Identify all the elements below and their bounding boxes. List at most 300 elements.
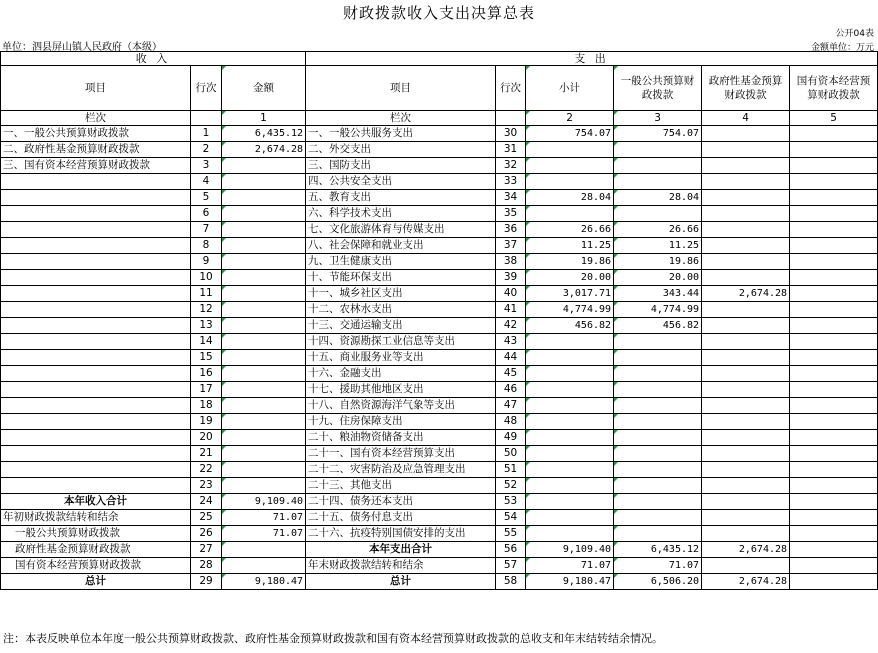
general-budget-cell[interactable] <box>614 510 702 526</box>
footnote: 注：本表反映单位本年度一般公共预算财政拨款、政府性基金预算财政拨款和国有资本经营预算财政拨款的总收支和年末结转结余情况。 <box>3 632 663 645</box>
expense-rowno-cell[interactable]: 42 <box>496 318 526 334</box>
subtotal-cell[interactable]: 71.07 <box>526 558 614 574</box>
gov-fund-cell[interactable] <box>702 318 790 334</box>
general-budget-cell[interactable]: 71.07 <box>614 558 702 574</box>
income-item-cell[interactable] <box>1 398 191 414</box>
income-item-cell[interactable] <box>1 286 191 302</box>
cell[interactable] <box>496 111 526 126</box>
subtotal-cell[interactable] <box>526 158 614 174</box>
expense-rowno-cell[interactable]: 38 <box>496 254 526 270</box>
income-amount-cell[interactable]: 71.07 <box>222 526 306 542</box>
income-rowno-cell[interactable]: 16 <box>191 366 222 382</box>
gov-fund-cell[interactable] <box>702 414 790 430</box>
general-budget-cell[interactable] <box>614 158 702 174</box>
gov-fund-cell[interactable] <box>702 238 790 254</box>
general-budget-cell[interactable] <box>614 398 702 414</box>
state-capital-cell[interactable] <box>790 446 878 462</box>
gov-fund-cell[interactable] <box>702 366 790 382</box>
subtotal-cell[interactable]: 28.04 <box>526 190 614 206</box>
income-amount-cell[interactable] <box>222 206 306 222</box>
income-header[interactable]: 收 入 <box>1 52 306 66</box>
general-budget-cell[interactable] <box>614 526 702 542</box>
expense-item-cell[interactable]: 二十五、债务付息支出 <box>306 510 496 526</box>
subtotal-cell[interactable]: 754.07 <box>526 126 614 142</box>
income-rowno-cell[interactable]: 4 <box>191 174 222 190</box>
expense-rowno-cell[interactable]: 54 <box>496 510 526 526</box>
expense-rowno-cell[interactable]: 31 <box>496 142 526 158</box>
expense-item-cell[interactable]: 年末财政拨款结转和结余 <box>306 558 496 574</box>
gov-fund-cell[interactable] <box>702 478 790 494</box>
expense-item-cell[interactable]: 十九、住房保障支出 <box>306 414 496 430</box>
expense-rowno-cell[interactable]: 46 <box>496 382 526 398</box>
subtotal-cell[interactable] <box>526 478 614 494</box>
general-budget-cell[interactable]: 343.44 <box>614 286 702 302</box>
gov-fund-cell[interactable] <box>702 142 790 158</box>
state-capital-cell[interactable] <box>790 366 878 382</box>
income-rowno-cell[interactable]: 18 <box>191 398 222 414</box>
expense-rowno-cell[interactable]: 48 <box>496 414 526 430</box>
income-rowno-cell[interactable]: 20 <box>191 430 222 446</box>
expense-rowno-header[interactable]: 行次 <box>496 66 526 111</box>
income-item-cell[interactable]: 年初财政拨款结转和结余 <box>1 510 191 526</box>
col-label-right[interactable]: 栏次 <box>306 111 496 126</box>
subtotal-cell[interactable]: 26.66 <box>526 222 614 238</box>
expense-rowno-cell[interactable]: 43 <box>496 334 526 350</box>
expense-rowno-cell[interactable]: 55 <box>496 526 526 542</box>
expense-item-cell[interactable]: 六、科学技术支出 <box>306 206 496 222</box>
income-amount-cell[interactable]: 71.07 <box>222 510 306 526</box>
state-capital-cell[interactable] <box>790 398 878 414</box>
subtotal-cell[interactable] <box>526 382 614 398</box>
expense-header[interactable]: 支 出 <box>306 52 878 66</box>
state-capital-cell[interactable] <box>790 174 878 190</box>
expense-rowno-cell[interactable]: 51 <box>496 462 526 478</box>
gov-fund-cell[interactable]: 2,674.28 <box>702 574 790 590</box>
state-capital-cell[interactable] <box>790 350 878 366</box>
gov-fund-cell[interactable] <box>702 254 790 270</box>
expense-item-cell[interactable]: 八、社会保障和就业支出 <box>306 238 496 254</box>
gov-fund-cell[interactable]: 2,674.28 <box>702 542 790 558</box>
income-rowno-cell[interactable]: 6 <box>191 206 222 222</box>
expense-item-cell[interactable]: 十六、金融支出 <box>306 366 496 382</box>
expense-item-cell[interactable]: 十五、商业服务业等支出 <box>306 350 496 366</box>
expense-rowno-cell[interactable]: 33 <box>496 174 526 190</box>
income-item-cell[interactable]: 总计 <box>1 574 191 590</box>
gov-fund-cell[interactable] <box>702 494 790 510</box>
income-rowno-cell[interactable]: 26 <box>191 526 222 542</box>
income-item-cell[interactable] <box>1 350 191 366</box>
subtotal-cell[interactable] <box>526 334 614 350</box>
gov-fund-header[interactable]: 政府性基金预算财政拨款 <box>702 66 790 111</box>
expense-item-cell[interactable]: 二十二、灾害防治及应急管理支出 <box>306 462 496 478</box>
subtotal-cell[interactable]: 9,180.47 <box>526 574 614 590</box>
expense-item-cell[interactable]: 二十、粮油物资储备支出 <box>306 430 496 446</box>
income-item-cell[interactable] <box>1 462 191 478</box>
income-amount-cell[interactable] <box>222 270 306 286</box>
gov-fund-cell[interactable] <box>702 158 790 174</box>
subtotal-cell[interactable]: 19.86 <box>526 254 614 270</box>
subtotal-cell[interactable]: 456.82 <box>526 318 614 334</box>
state-capital-cell[interactable] <box>790 574 878 590</box>
table-row <box>1 542 878 558</box>
income-amount-cell[interactable]: 9,180.47 <box>222 574 306 590</box>
income-item-cell[interactable]: 一、一般公共预算财政拨款 <box>1 126 191 142</box>
expense-item-cell[interactable]: 二十六、抗疫特别国债安排的支出 <box>306 526 496 542</box>
table-row <box>1 142 878 158</box>
table-row <box>1 222 878 238</box>
state-capital-cell[interactable] <box>790 126 878 142</box>
income-item-cell[interactable] <box>1 238 191 254</box>
income-amount-cell[interactable] <box>222 414 306 430</box>
general-budget-cell[interactable]: 20.00 <box>614 270 702 286</box>
general-budget-cell[interactable]: 26.66 <box>614 222 702 238</box>
state-capital-cell[interactable] <box>790 478 878 494</box>
expense-item-cell[interactable]: 十、节能环保支出 <box>306 270 496 286</box>
income-rowno-cell[interactable]: 7 <box>191 222 222 238</box>
general-budget-cell[interactable]: 6,435.12 <box>614 542 702 558</box>
expense-rowno-cell[interactable]: 52 <box>496 478 526 494</box>
general-budget-cell[interactable]: 28.04 <box>614 190 702 206</box>
income-amount-cell[interactable]: 9,109.40 <box>222 494 306 510</box>
state-capital-cell[interactable] <box>790 382 878 398</box>
subtotal-cell[interactable] <box>526 446 614 462</box>
income-rowno-cell[interactable]: 11 <box>191 286 222 302</box>
expense-item-cell[interactable]: 十三、交通运输支出 <box>306 318 496 334</box>
expense-rowno-cell[interactable]: 35 <box>496 206 526 222</box>
income-rowno-cell[interactable]: 9 <box>191 254 222 270</box>
state-capital-cell[interactable] <box>790 206 878 222</box>
income-rowno-cell[interactable]: 13 <box>191 318 222 334</box>
gov-fund-cell[interactable] <box>702 126 790 142</box>
col-index-5[interactable]: 5 <box>790 111 878 126</box>
income-amount-cell[interactable] <box>222 350 306 366</box>
state-capital-cell[interactable] <box>790 222 878 238</box>
income-item-cell[interactable] <box>1 382 191 398</box>
table-row <box>1 398 878 414</box>
subtotal-header[interactable]: 小计 <box>526 66 614 111</box>
income-rowno-cell[interactable]: 27 <box>191 542 222 558</box>
income-item-cell[interactable] <box>1 174 191 190</box>
expense-item-cell[interactable]: 五、教育支出 <box>306 190 496 206</box>
expense-item-cell[interactable]: 二十四、债务还本支出 <box>306 494 496 510</box>
table-row <box>1 334 878 350</box>
general-budget-cell[interactable] <box>614 142 702 158</box>
income-rowno-cell[interactable]: 28 <box>191 558 222 574</box>
income-rowno-cell[interactable]: 14 <box>191 334 222 350</box>
finance-table <box>0 51 878 590</box>
income-rowno-cell[interactable]: 2 <box>191 142 222 158</box>
col-label-left[interactable]: 栏次 <box>1 111 191 126</box>
expense-item-header[interactable]: 项目 <box>306 66 496 111</box>
table-row <box>1 286 878 302</box>
income-amount-cell[interactable] <box>222 190 306 206</box>
income-amount-cell[interactable]: 2,674.28 <box>222 142 306 158</box>
expense-item-cell[interactable]: 一、一般公共服务支出 <box>306 126 496 142</box>
income-amount-cell[interactable] <box>222 558 306 574</box>
income-item-cell[interactable] <box>1 318 191 334</box>
general-budget-cell[interactable] <box>614 462 702 478</box>
col-index-4[interactable]: 4 <box>702 111 790 126</box>
expense-item-cell[interactable]: 十四、资源勘探工业信息等支出 <box>306 334 496 350</box>
income-item-cell[interactable] <box>1 254 191 270</box>
income-amount-cell[interactable] <box>222 286 306 302</box>
table-row <box>1 254 878 270</box>
col-index-1[interactable]: 1 <box>222 111 306 126</box>
income-rowno-cell[interactable]: 10 <box>191 270 222 286</box>
state-capital-cell[interactable] <box>790 334 878 350</box>
general-budget-cell[interactable] <box>614 446 702 462</box>
table-row <box>1 446 878 462</box>
gov-fund-cell[interactable] <box>702 190 790 206</box>
state-capital-cell[interactable] <box>790 558 878 574</box>
income-rowno-cell[interactable]: 8 <box>191 238 222 254</box>
subtotal-cell[interactable] <box>526 206 614 222</box>
income-amount-cell[interactable] <box>222 446 306 462</box>
expense-rowno-cell[interactable]: 40 <box>496 286 526 302</box>
income-item-cell[interactable]: 三、国有资本经营预算财政拨款 <box>1 158 191 174</box>
income-item-cell[interactable]: 一般公共预算财政拨款 <box>1 526 191 542</box>
general-budget-cell[interactable] <box>614 494 702 510</box>
general-budget-cell[interactable] <box>614 206 702 222</box>
general-budget-cell[interactable] <box>614 414 702 430</box>
state-capital-cell[interactable] <box>790 238 878 254</box>
expense-rowno-cell[interactable]: 30 <box>496 126 526 142</box>
income-amount-cell[interactable] <box>222 222 306 238</box>
income-amount-cell[interactable] <box>222 462 306 478</box>
gov-fund-cell[interactable] <box>702 510 790 526</box>
income-item-cell[interactable] <box>1 222 191 238</box>
gov-fund-cell[interactable] <box>702 334 790 350</box>
income-rowno-cell[interactable]: 1 <box>191 126 222 142</box>
income-rowno-cell[interactable]: 22 <box>191 462 222 478</box>
gov-fund-cell[interactable] <box>702 398 790 414</box>
income-item-cell[interactable] <box>1 206 191 222</box>
table-row <box>1 238 878 254</box>
income-item-cell[interactable]: 二、政府性基金预算财政拨款 <box>1 142 191 158</box>
subtotal-cell[interactable] <box>526 510 614 526</box>
state-capital-cell[interactable] <box>790 542 878 558</box>
subtotal-cell[interactable]: 4,774.99 <box>526 302 614 318</box>
income-amount-cell[interactable] <box>222 174 306 190</box>
subtotal-cell[interactable] <box>526 398 614 414</box>
expense-item-cell[interactable]: 四、公共安全支出 <box>306 174 496 190</box>
general-budget-cell[interactable]: 456.82 <box>614 318 702 334</box>
expense-item-cell[interactable]: 十七、援助其他地区支出 <box>306 382 496 398</box>
income-rowno-cell[interactable]: 19 <box>191 414 222 430</box>
income-item-cell[interactable]: 国有资本经营预算财政拨款 <box>1 558 191 574</box>
general-budget-cell[interactable] <box>614 478 702 494</box>
income-amount-cell[interactable] <box>222 238 306 254</box>
table-row <box>1 494 878 510</box>
table-row <box>1 158 878 174</box>
table-row <box>1 414 878 430</box>
col-index-3[interactable]: 3 <box>614 111 702 126</box>
gov-fund-cell[interactable] <box>702 270 790 286</box>
income-amount-cell[interactable] <box>222 318 306 334</box>
income-item-cell[interactable] <box>1 414 191 430</box>
general-budget-cell[interactable] <box>614 382 702 398</box>
table-row <box>1 302 878 318</box>
col-index-2[interactable]: 2 <box>526 111 614 126</box>
gov-fund-cell[interactable] <box>702 222 790 238</box>
income-amount-cell[interactable] <box>222 158 306 174</box>
expense-rowno-cell[interactable]: 36 <box>496 222 526 238</box>
expense-item-cell[interactable]: 二十三、其他支出 <box>306 478 496 494</box>
gov-fund-cell[interactable] <box>702 526 790 542</box>
income-rowno-cell[interactable]: 23 <box>191 478 222 494</box>
income-amount-cell[interactable] <box>222 302 306 318</box>
gov-fund-cell[interactable]: 2,674.28 <box>702 286 790 302</box>
state-capital-cell[interactable] <box>790 302 878 318</box>
expense-item-cell[interactable]: 十八、自然资源海洋气象等支出 <box>306 398 496 414</box>
income-amount-cell[interactable] <box>222 398 306 414</box>
gov-fund-cell[interactable] <box>702 174 790 190</box>
expense-item-cell[interactable]: 十二、农林水支出 <box>306 302 496 318</box>
expense-rowno-cell[interactable]: 56 <box>496 542 526 558</box>
table-row <box>1 270 878 286</box>
gov-fund-cell[interactable] <box>702 206 790 222</box>
income-item-cell[interactable] <box>1 366 191 382</box>
subtotal-cell[interactable]: 20.00 <box>526 270 614 286</box>
expense-rowno-cell[interactable]: 44 <box>496 350 526 366</box>
income-item-cell[interactable]: 政府性基金预算财政拨款 <box>1 542 191 558</box>
state-capital-header[interactable]: 国有资本经营预算财政拨款 <box>790 66 878 111</box>
expense-rowno-cell[interactable]: 39 <box>496 270 526 286</box>
income-rowno-cell[interactable]: 21 <box>191 446 222 462</box>
income-rowno-cell[interactable]: 25 <box>191 510 222 526</box>
state-capital-cell[interactable] <box>790 270 878 286</box>
subtotal-cell[interactable] <box>526 430 614 446</box>
gov-fund-cell[interactable] <box>702 558 790 574</box>
state-capital-cell[interactable] <box>790 462 878 478</box>
expense-rowno-cell[interactable]: 32 <box>496 158 526 174</box>
general-budget-cell[interactable]: 754.07 <box>614 126 702 142</box>
subtotal-cell[interactable]: 9,109.40 <box>526 542 614 558</box>
expense-rowno-cell[interactable]: 57 <box>496 558 526 574</box>
expense-rowno-cell[interactable]: 45 <box>496 366 526 382</box>
subtotal-cell[interactable]: 3,017.71 <box>526 286 614 302</box>
general-budget-cell[interactable] <box>614 430 702 446</box>
income-item-cell[interactable] <box>1 334 191 350</box>
general-budget-cell[interactable]: 4,774.99 <box>614 302 702 318</box>
general-budget-cell[interactable] <box>614 366 702 382</box>
state-capital-cell[interactable] <box>790 318 878 334</box>
general-budget-cell[interactable] <box>614 350 702 366</box>
subtotal-cell[interactable] <box>526 350 614 366</box>
general-budget-cell[interactable]: 6,506.20 <box>614 574 702 590</box>
expense-rowno-cell[interactable]: 41 <box>496 302 526 318</box>
income-item-cell[interactable] <box>1 446 191 462</box>
subtotal-cell[interactable] <box>526 494 614 510</box>
gov-fund-cell[interactable] <box>702 382 790 398</box>
amount-header[interactable]: 金额 <box>222 66 306 111</box>
state-capital-cell[interactable] <box>790 142 878 158</box>
gov-fund-cell[interactable] <box>702 302 790 318</box>
income-amount-cell[interactable]: 6,435.12 <box>222 126 306 142</box>
subtotal-cell[interactable] <box>526 526 614 542</box>
state-capital-cell[interactable] <box>790 158 878 174</box>
income-amount-cell[interactable] <box>222 478 306 494</box>
general-budget-cell[interactable] <box>614 174 702 190</box>
state-capital-cell[interactable] <box>790 510 878 526</box>
income-amount-cell[interactable] <box>222 382 306 398</box>
table-row <box>1 366 878 382</box>
expense-item-cell[interactable]: 二十一、国有资本经营预算支出 <box>306 446 496 462</box>
general-budget-cell[interactable]: 19.86 <box>614 254 702 270</box>
income-item-cell[interactable]: 本年收入合计 <box>1 494 191 510</box>
general-budget-cell[interactable] <box>614 334 702 350</box>
expense-item-cell[interactable]: 十一、城乡社区支出 <box>306 286 496 302</box>
general-budget-header[interactable]: 一般公共预算财政拨款 <box>614 66 702 111</box>
income-amount-cell[interactable] <box>222 254 306 270</box>
income-item-header[interactable]: 项目 <box>1 66 191 111</box>
income-item-cell[interactable] <box>1 430 191 446</box>
income-item-cell[interactable] <box>1 302 191 318</box>
expense-item-cell[interactable]: 九、卫生健康支出 <box>306 254 496 270</box>
expense-item-cell[interactable]: 本年支出合计 <box>306 542 496 558</box>
income-amount-cell[interactable] <box>222 366 306 382</box>
expense-rowno-cell[interactable]: 49 <box>496 430 526 446</box>
income-amount-cell[interactable] <box>222 430 306 446</box>
table-row <box>1 174 878 190</box>
income-item-cell[interactable] <box>1 270 191 286</box>
expense-item-cell[interactable]: 三、国防支出 <box>306 158 496 174</box>
state-capital-cell[interactable] <box>790 254 878 270</box>
expense-item-cell[interactable]: 二、外交支出 <box>306 142 496 158</box>
table-row <box>1 430 878 446</box>
income-rowno-cell[interactable]: 5 <box>191 190 222 206</box>
expense-rowno-cell[interactable]: 47 <box>496 398 526 414</box>
income-rowno-cell[interactable]: 24 <box>191 494 222 510</box>
state-capital-cell[interactable] <box>790 494 878 510</box>
income-amount-cell[interactable] <box>222 542 306 558</box>
subtotal-cell[interactable] <box>526 462 614 478</box>
income-rowno-cell[interactable]: 3 <box>191 158 222 174</box>
state-capital-cell[interactable] <box>790 286 878 302</box>
state-capital-cell[interactable] <box>790 190 878 206</box>
gov-fund-cell[interactable] <box>702 462 790 478</box>
expense-rowno-cell[interactable]: 50 <box>496 446 526 462</box>
income-amount-cell[interactable] <box>222 334 306 350</box>
expense-item-cell[interactable]: 总计 <box>306 574 496 590</box>
income-rowno-cell[interactable]: 29 <box>191 574 222 590</box>
income-item-cell[interactable] <box>1 478 191 494</box>
gov-fund-cell[interactable] <box>702 446 790 462</box>
income-rowno-header[interactable]: 行次 <box>191 66 222 111</box>
state-capital-cell[interactable] <box>790 430 878 446</box>
state-capital-cell[interactable] <box>790 414 878 430</box>
income-rowno-cell[interactable]: 17 <box>191 382 222 398</box>
expense-rowno-cell[interactable]: 53 <box>496 494 526 510</box>
expense-item-cell[interactable]: 七、文化旅游体育与传媒支出 <box>306 222 496 238</box>
expense-rowno-cell[interactable]: 37 <box>496 238 526 254</box>
gov-fund-cell[interactable] <box>702 350 790 366</box>
cell[interactable] <box>191 111 222 126</box>
subtotal-cell[interactable] <box>526 414 614 430</box>
subtotal-cell[interactable] <box>526 366 614 382</box>
expense-rowno-cell[interactable]: 34 <box>496 190 526 206</box>
general-budget-cell[interactable]: 11.25 <box>614 238 702 254</box>
income-rowno-cell[interactable]: 15 <box>191 350 222 366</box>
subtotal-cell[interactable] <box>526 174 614 190</box>
gov-fund-cell[interactable] <box>702 430 790 446</box>
income-item-cell[interactable] <box>1 190 191 206</box>
expense-rowno-cell[interactable]: 58 <box>496 574 526 590</box>
state-capital-cell[interactable] <box>790 526 878 542</box>
subtotal-cell[interactable]: 11.25 <box>526 238 614 254</box>
subtotal-cell[interactable] <box>526 142 614 158</box>
income-rowno-cell[interactable]: 12 <box>191 302 222 318</box>
